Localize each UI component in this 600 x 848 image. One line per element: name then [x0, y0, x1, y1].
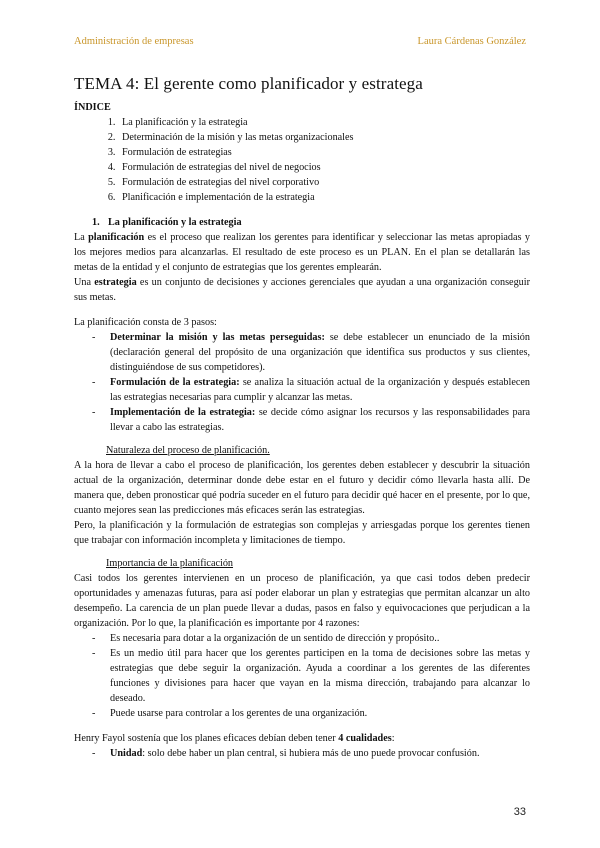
index-item: 3. Formulación de estrategias	[118, 145, 530, 160]
section-number: 1.	[92, 217, 100, 228]
paragraph-nature-1: A la hora de llevar a cabo el proceso de planificación, los gerentes deben establecer y descubrir la situación actual de la organización, determinar donde debe estar en el futuro y decidir cómo llevarla hasta allí. De manera que, deben pronosticar qué podría suceder en el futuro para decidir qué hacer en el presente, por lo que, cuanto mejores sean las predicciones más eficaces serán las estrategias.	[74, 460, 530, 516]
index-item: 1. La planificación y la estrategia	[118, 115, 530, 130]
paragraph-importance: Casi todos los gerentes intervienen en un proceso de planificación, ya que casi todos deben predecir oportunidades y amenazas futuras, para así poder elaborar un plan y estrategias que permitan alcanzar un alto desempeño. La carencia de un plan puede llevar a dudas, pasos en falso y equivocaciones que perjudican a la organización. Por lo que, la planificación es importante por 4 razones:	[74, 573, 530, 629]
steps-list	[74, 330, 530, 435]
page-title: TEMA 4: El gerente como planificador y estratega	[74, 74, 423, 93]
section-heading	[92, 215, 530, 230]
list-item: - Determinar la misión y las metas perseguidas: se debe establecer un enunciado de la misión (declaración general del propósito de una organización que identifica sus productos y sus clientes, distinguiéndose de sus competidores).	[110, 330, 530, 375]
index-item: 5. Formulación de estrategias del nivel corporativo	[118, 175, 530, 190]
list-item: - Implementación de la estrategia: se decide cómo asignar los recursos y las responsabilidades para llevar a cabo las estrategias.	[110, 405, 530, 435]
paragraph-planning: La planificación es el proceso que realizan los gerentes para identificar y seleccionar las metas apropiadas y los mejores medios para alcanzarlas. El resultado de este proceso es un PLAN. En el plan se detallarán las metas de la entidad y el conjunto de estrategias que los gerentes emplearán.	[74, 232, 530, 273]
header-course: Administración de empresas	[74, 36, 194, 47]
list-item: - Formulación de la estrategia: se analiza la situación actual de la organización y después establecen las estrategias necesarias para cumplir y alcanzar las metas.	[110, 375, 530, 405]
reasons-list	[74, 631, 530, 721]
index-item: 4. Formulación de estrategias del nivel de negocios	[118, 160, 530, 175]
list-item: - Es un medio útil para hacer que los gerentes participen en la toma de decisiones sobre las metas y estrategias que debe seguir la organización. Ayuda a coordinar a los gerentes de las diferentes funciones y divisiones para hacer que vayan en la misma dirección, trabajando para alcanzar lo deseado.	[110, 646, 530, 706]
index-heading: ÍNDICE	[74, 102, 111, 113]
header-author: Laura Cárdenas González	[417, 36, 526, 47]
subheading-nature: Naturaleza del proceso de planificación.	[106, 445, 270, 456]
paragraph-nature-2: Pero, la planificación y la formulación de estrategias son complejas y arriesgadas porque los gerentes tienen que trabajar con información incompleta y limitaciones de tiempo.	[74, 520, 530, 546]
index-item: 2. Determinación de la misión y las metas organizacionales	[118, 130, 530, 145]
paragraph-fayol: Henry Fayol sostenía que los planes eficaces debían deben tener 4 cualidades:	[74, 733, 395, 744]
subheading-importance: Importancia de la planificación	[106, 558, 234, 569]
document-body	[74, 100, 530, 761]
qualities-list	[74, 746, 530, 761]
list-item: - Unidad: solo debe haber un plan central, si hubiera más de uno puede provocar confusión.	[110, 746, 530, 761]
list-item: - Puede usarse para controlar a los gerentes de una organización.	[110, 706, 530, 721]
page-number: 33	[513, 806, 526, 818]
steps-intro: La planificación consta de 3 pasos:	[74, 317, 217, 328]
index-list	[74, 115, 530, 205]
list-item: - Es necesaria para dotar a la organización de un sentido de dirección y propósito..	[110, 631, 530, 646]
index-item: 6. Planificación e implementación de la estrategia	[118, 190, 530, 205]
paragraph-strategy: Una estrategia es un conjunto de decisiones y acciones gerenciales que ayudan a una organización conseguir sus metas.	[74, 277, 530, 303]
page-header	[74, 36, 526, 50]
section-title: La planificación y la estrategia	[108, 217, 242, 228]
